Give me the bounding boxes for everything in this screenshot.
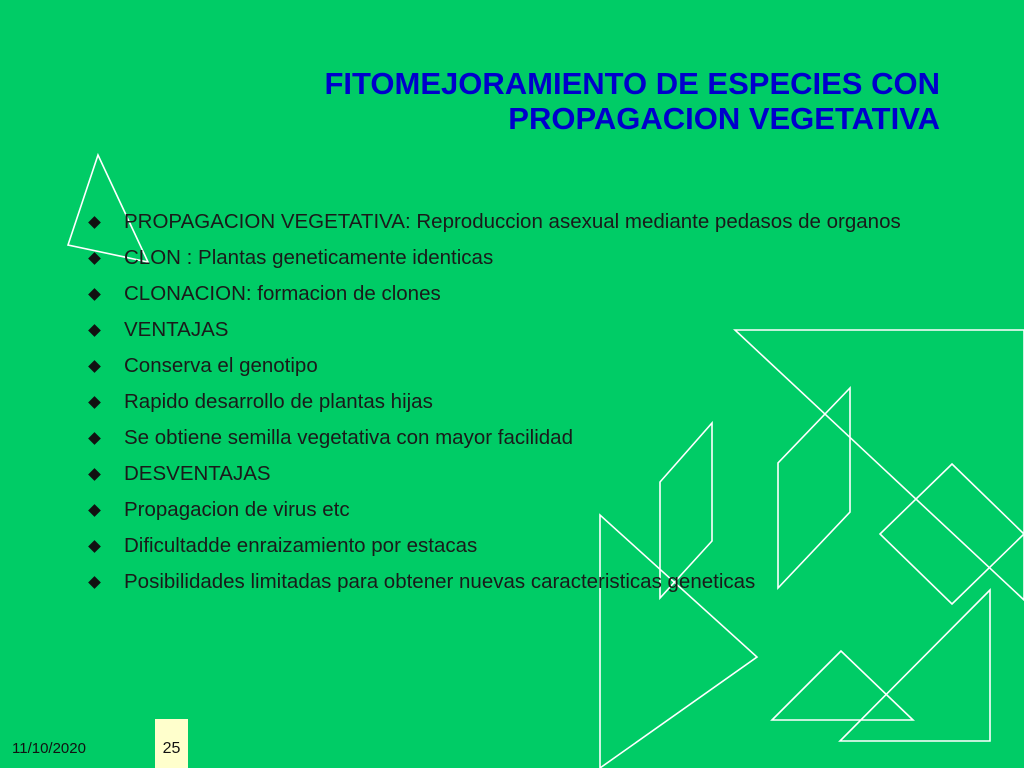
bullet-item (88, 317, 918, 342)
bullet-text: Dificultadde enraizamiento por estacas (124, 534, 478, 557)
diamond-bullet-icon (88, 504, 101, 517)
slide-title-line-1: FITOMEJORAMIENTO DE ESPECIES CON (324, 66, 940, 101)
bullet-item (88, 281, 918, 306)
bullet-item (88, 569, 918, 594)
bullet-text: DESVENTAJAS (124, 462, 271, 485)
bullet-text: CLONACION: formacion de clones (124, 282, 441, 305)
slide-title (120, 66, 940, 136)
bullet-item (88, 425, 918, 450)
footer-date: 11/10/2020 (12, 740, 86, 757)
diamond-bullet-icon (88, 576, 101, 589)
bullet-item (88, 533, 918, 558)
diamond-bullet-icon (88, 216, 101, 229)
diamond-bullet-icon (88, 468, 101, 481)
diamond-bullet-icon (88, 396, 101, 409)
bullet-text: Se obtiene semilla vegetativa con mayor facilidad (124, 426, 573, 449)
diamond-bullet-icon (88, 540, 101, 553)
tangram-triangle-bottom-middle (772, 651, 913, 720)
bullet-item (88, 353, 918, 378)
bullet-text: Propagacion de virus etc (124, 498, 350, 521)
bullet-text: Posibilidades limitadas para obtener nuevas caracteristicas geneticas (124, 570, 756, 593)
tangram-triangle-bottom-right (840, 590, 990, 741)
bullet-item (88, 389, 918, 414)
bullet-item (88, 245, 918, 270)
bullet-text: Conserva el genotipo (124, 354, 318, 377)
page-number-box (155, 719, 188, 768)
bullet-text: PROPAGACION VEGETATIVA: Reproduccion asexual mediante pedasos de organos (124, 210, 901, 233)
diamond-bullet-icon (88, 252, 101, 265)
diamond-bullet-icon (88, 432, 101, 445)
diamond-bullet-icon (88, 324, 101, 337)
bullet-text: Rapido desarrollo de plantas hijas (124, 390, 433, 413)
slide-title-line-2: PROPAGACION VEGETATIVA (508, 101, 940, 136)
bullet-item (88, 497, 918, 522)
bullet-text: CLON : Plantas geneticamente identicas (124, 246, 494, 269)
bullet-text: VENTAJAS (124, 318, 229, 341)
page-number: 25 (162, 740, 181, 757)
bullet-list (88, 209, 918, 605)
bullet-item (88, 461, 918, 486)
bullet-item (88, 209, 918, 234)
diamond-bullet-icon (88, 360, 101, 373)
diamond-bullet-icon (88, 288, 101, 301)
